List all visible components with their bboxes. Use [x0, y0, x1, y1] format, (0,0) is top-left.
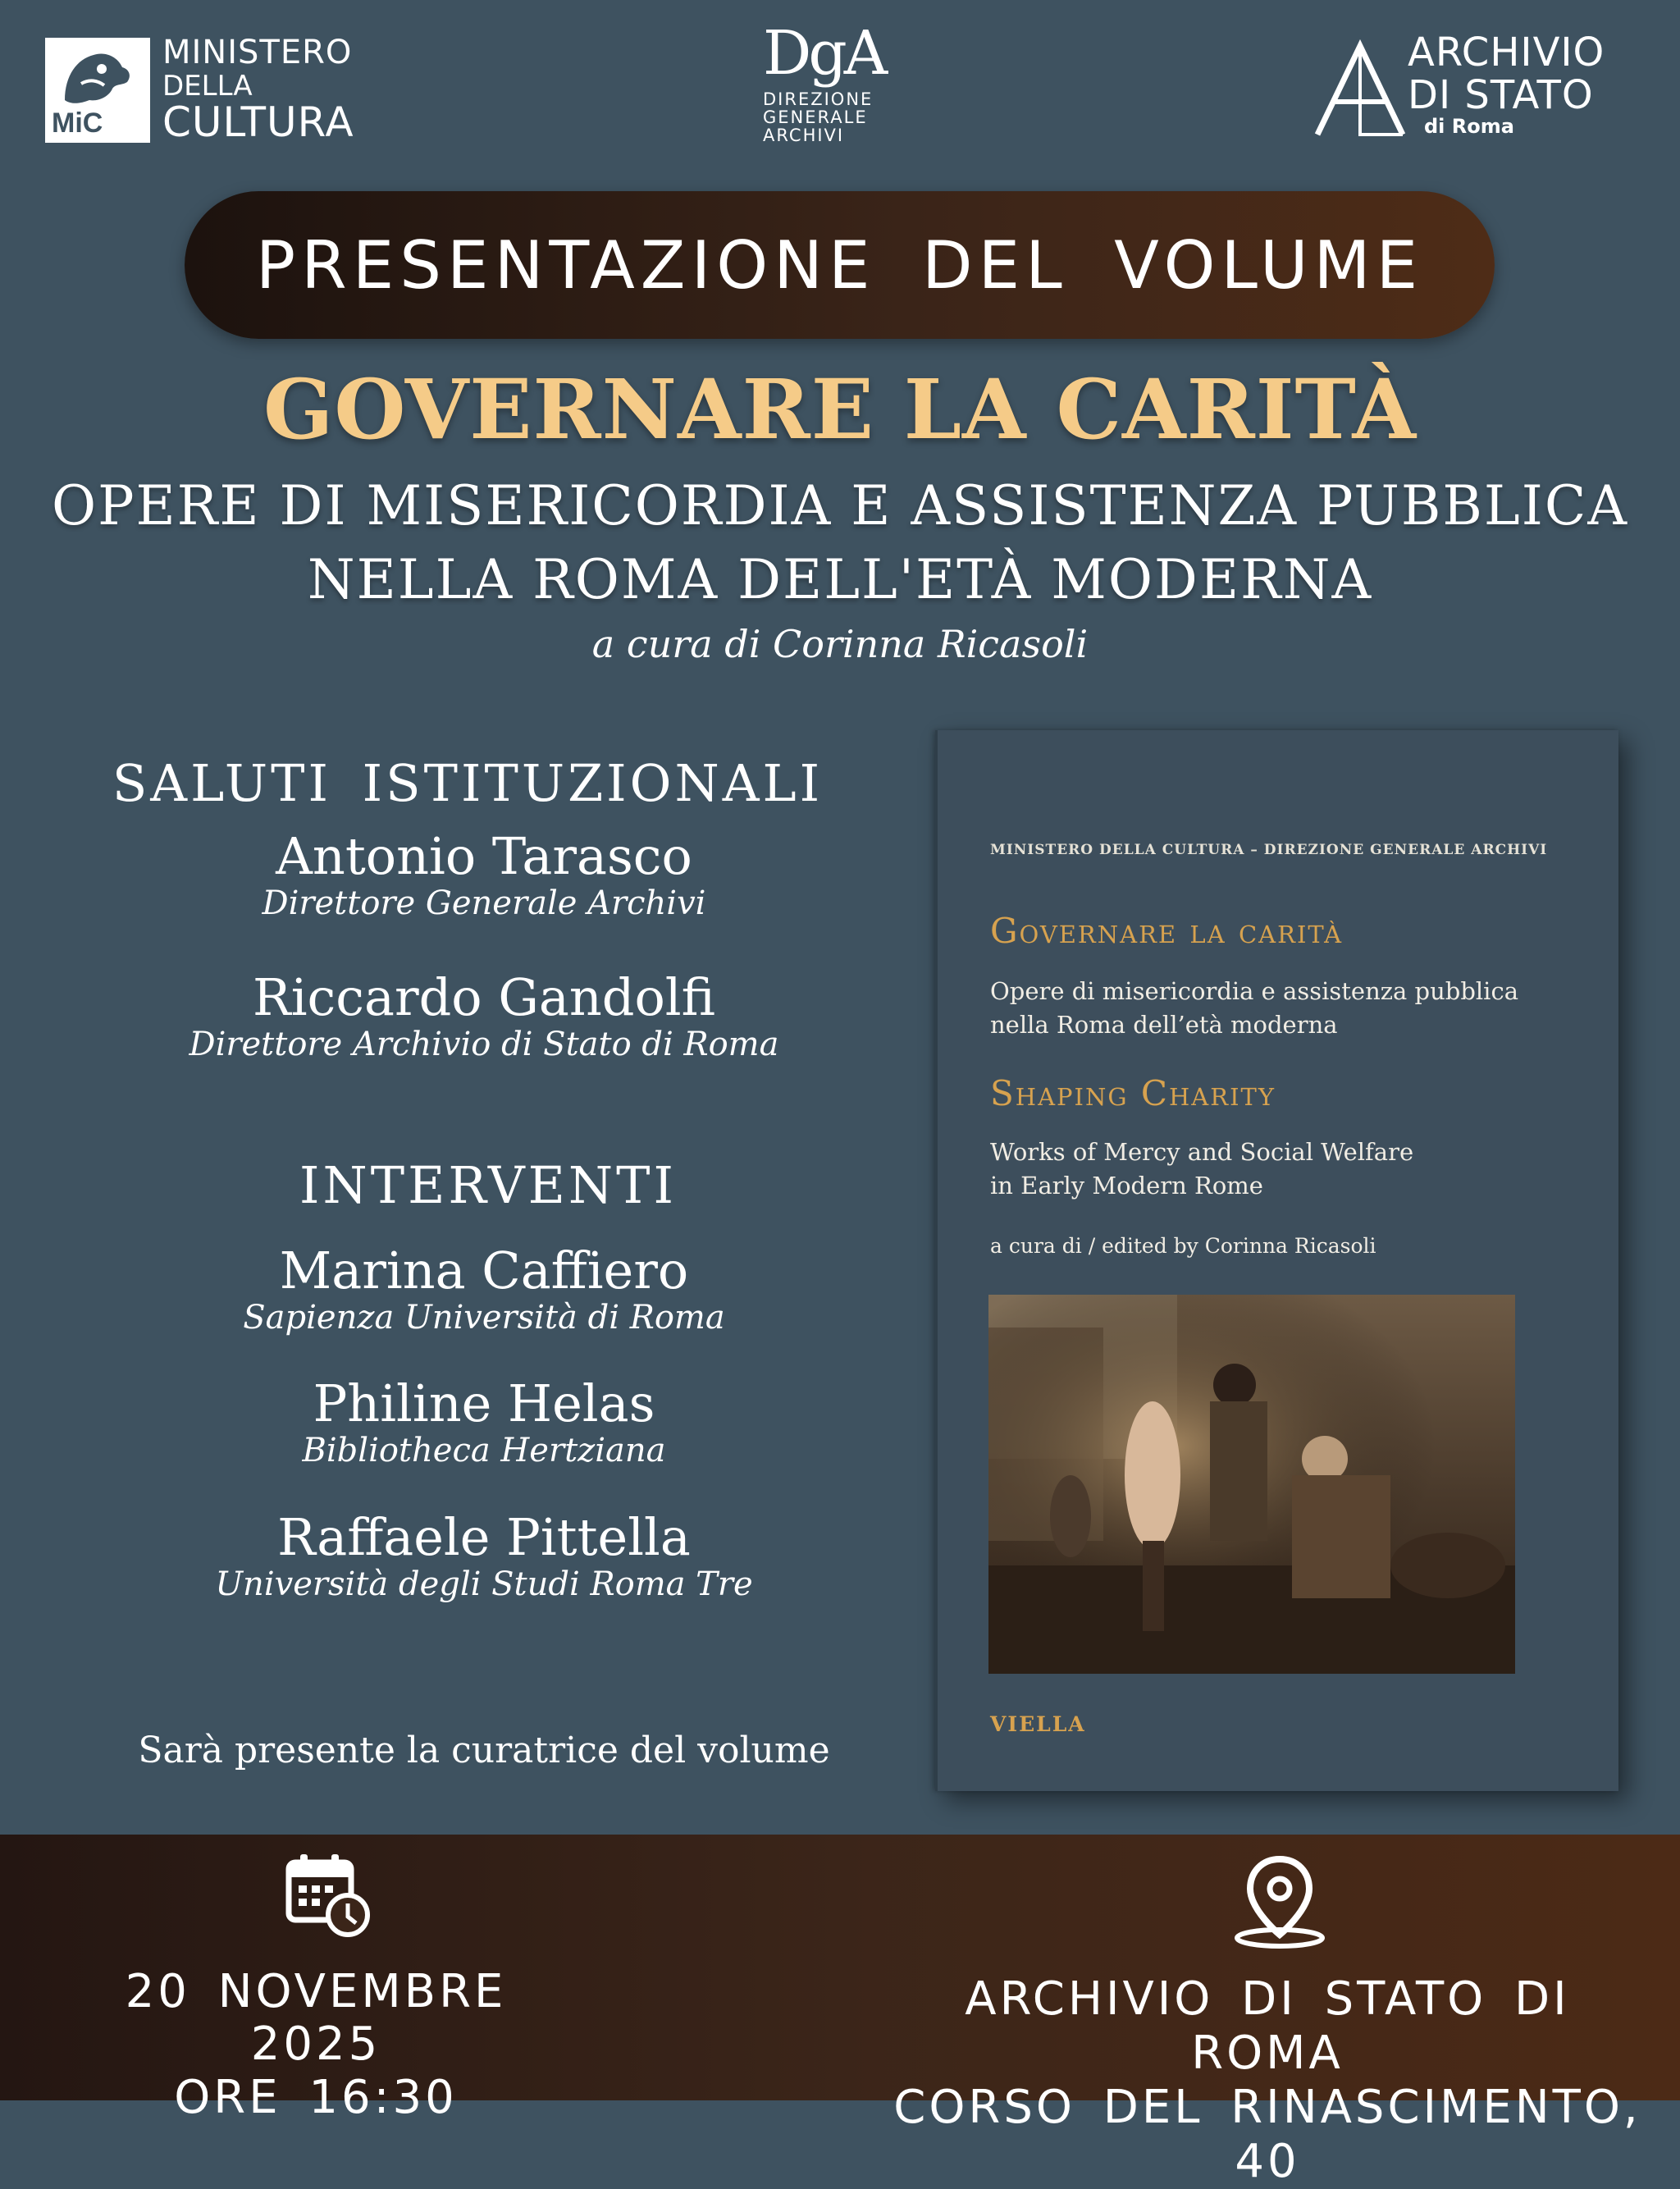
speaker-role: Sapienza Università di Roma: [243, 1299, 725, 1337]
dga-line3: ARCHIVI: [763, 126, 845, 146]
book-title-en: Shaping Charity: [990, 1073, 1276, 1113]
book-cover: [935, 730, 1618, 1791]
mic-badge: [45, 38, 150, 143]
speaker-antonio-tarasco: [107, 826, 861, 923]
mic-line3: CULTURA: [162, 98, 354, 146]
dga-mark: DgA: [763, 18, 885, 89]
speaker-name: Philine Helas: [313, 1373, 655, 1433]
dga-logo: [763, 18, 894, 162]
calendar-clock-icon: [284, 1851, 374, 1945]
event-venue: ARCHIVIO DI STATO DI ROMA: [965, 1972, 1570, 2081]
event-date: 20 NOVEMBRE 2025: [125, 1965, 507, 2072]
mic-line1: MINISTERO: [162, 34, 353, 71]
editor-line: a cura di Corinna Ricasoli: [591, 622, 1089, 666]
interventi-heading: INTERVENTI: [299, 1155, 677, 1215]
book-edited-by: a cura di / edited by Corinna Ricasoli: [990, 1234, 1376, 1258]
mic-words: [162, 33, 354, 146]
speaker-philine-helas: [107, 1373, 861, 1470]
book-publisher: VIELLA: [990, 1712, 1086, 1736]
event-title: GOVERNARE LA CARITÀ: [262, 361, 1418, 458]
map-pin-icon: [1230, 1853, 1329, 1954]
speaker-name: Raffaele Pittella: [277, 1507, 691, 1567]
book-subtitle-en: [990, 1136, 1413, 1202]
speaker-role: Direttore Archivio di Stato di Roma: [189, 1026, 779, 1064]
speaker-name: Antonio Tarasco: [276, 826, 692, 886]
banner-text: PRESENTAZIONE DEL VOLUME: [255, 226, 1424, 304]
book-subtitle-en-2: in Early Modern Rome: [990, 1171, 1263, 1200]
book-title-it: Governare la carità: [990, 911, 1344, 951]
book-subtitle-it: [990, 975, 1518, 1041]
event-date-block: [49, 1966, 582, 2124]
speaker-role: Università degli Studi Roma Tre: [215, 1565, 753, 1604]
dga-subtitle: [763, 90, 894, 144]
asr-line1: ARCHIVIO: [1408, 30, 1605, 75]
book-subtitle-en-1: Works of Mercy and Social Welfare: [990, 1138, 1414, 1166]
speaker-name: Marina Caffiero: [279, 1241, 689, 1300]
speaker-name: Riccardo Gandolfi: [253, 967, 715, 1027]
event-venue-block: [886, 1972, 1649, 2189]
dga-line1: DIREZIONE: [763, 89, 874, 109]
event-subtitle-line1: OPERE DI MISERICORDIA E ASSISTENZA PUBBLICA: [51, 474, 1628, 537]
asr-logo: [1311, 30, 1647, 148]
cover-painting: [988, 1295, 1515, 1674]
event-subtitle-line2: NELLA ROMA DELL'ETÀ MODERNA: [307, 548, 1373, 611]
presentation-banner: [185, 191, 1495, 339]
event-address: CORSO DEL RINASCIMENTO, 40: [893, 2081, 1641, 2189]
mic-line2: DELLA: [162, 70, 253, 103]
book-subtitle-it-2: nella Roma dell’età moderna: [990, 1010, 1338, 1039]
speaker-role: Bibliotheca Hertziana: [302, 1432, 666, 1470]
asr-line2: DI STATO: [1408, 72, 1594, 118]
painting-image: [988, 1295, 1515, 1674]
curator-note: Sarà presente la curatrice del volume: [138, 1730, 830, 1771]
speaker-riccardo-gandolfi: [107, 967, 861, 1064]
mic-emblem-icon: [57, 43, 139, 108]
event-time: ORE 16:30: [174, 2070, 458, 2124]
speaker-role: Direttore Generale Archivi: [262, 884, 706, 923]
asr-words: [1408, 30, 1605, 138]
saluti-heading: SALUTI ISTITUZIONALI: [112, 753, 824, 813]
book-header: MINISTERO DELLA CULTURA – DIREZIONE GENERALE ARCHIVI: [990, 842, 1548, 858]
speaker-raffaele-pittella: [107, 1507, 861, 1604]
mic-badge-text: MiC: [52, 107, 103, 139]
speaker-marina-caffiero: [107, 1243, 861, 1337]
book-subtitle-it-1: Opere di misericordia e assistenza pubblica: [990, 977, 1518, 1005]
mic-logo: [45, 33, 398, 148]
asr-emblem-icon: [1311, 36, 1418, 143]
asr-line3: di Roma: [1424, 115, 1514, 138]
event-footer: [0, 1835, 1680, 2189]
dga-line2: GENERALE: [763, 107, 868, 128]
